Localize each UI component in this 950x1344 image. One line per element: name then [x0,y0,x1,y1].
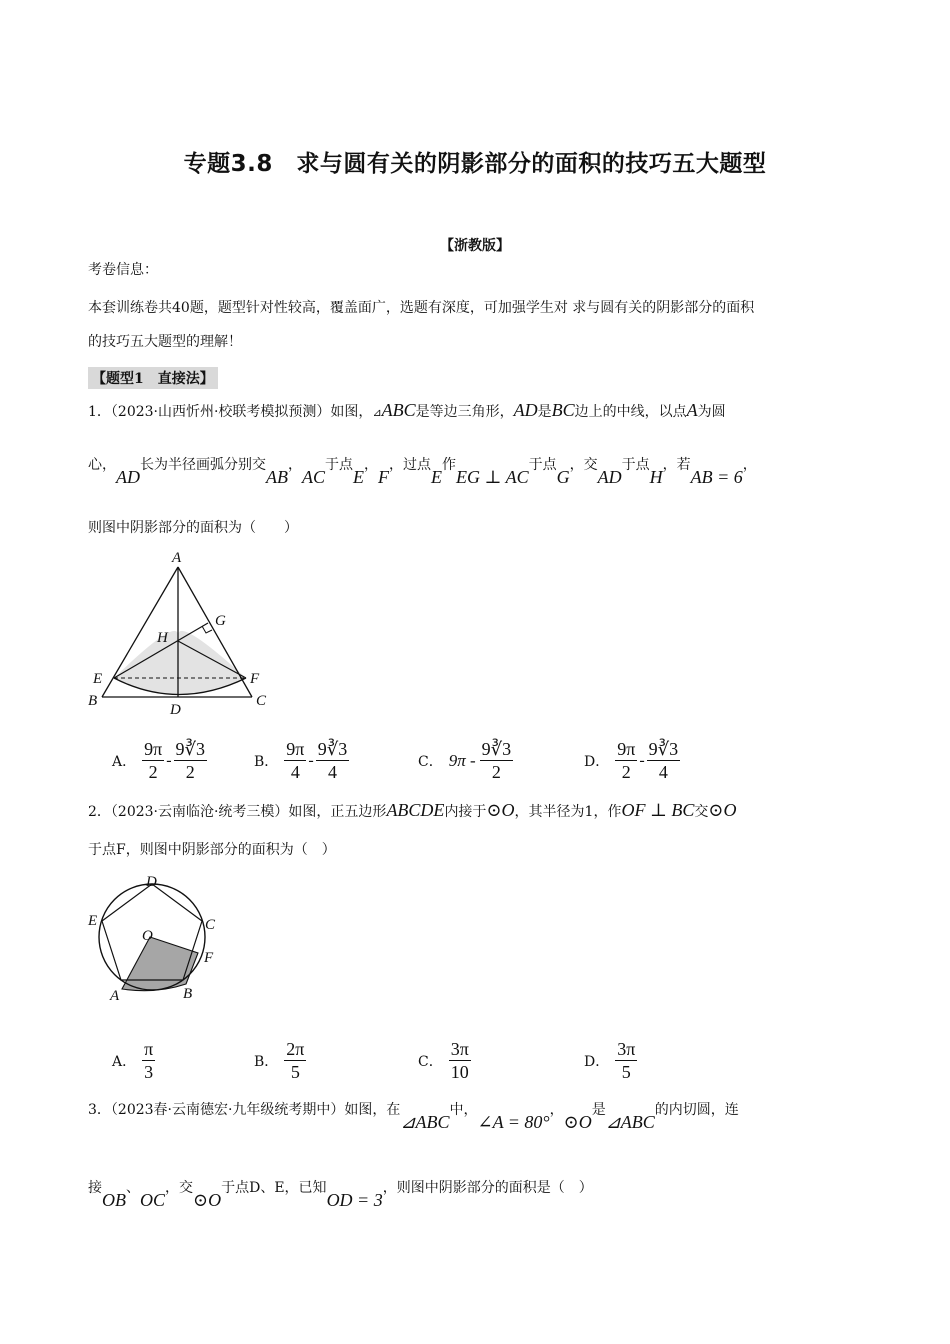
q2-label-d: D [146,874,157,890]
edition-label: 【浙教版】 [440,238,510,254]
intro-line-2: 的技巧五大题型的理解！ [88,334,242,350]
q1-option-d[interactable]: D． $\frac{9\pi}{2}$ - $\frac{9∛3}{4}$ [584,739,679,782]
q3-line-1: 3．（2023春·云南德宏·九年级统考期中）如图，在⊿ABC中，∠A = 80°，⊙O是⊿ABC的内切圆，连 [88,1102,739,1132]
q1-label-g: G [215,613,226,629]
q2-label-e: E [88,913,98,929]
q2-label-a: A [110,988,120,1004]
q2-line-2: 于点F，则图中阴影部分的面积为（ ） [88,842,336,858]
q1-figure [80,545,280,720]
q1-line-1: 1．（2023·山西忻州·校联考模拟预测）如图，⊿ABC是等边三角形，AD是BC边上的中线，以点A为圆 [88,400,726,420]
q2-label-c: C [205,917,216,933]
intro-line-1: 本套训练卷共40题，题型针对性较高，覆盖面广，选题有深度，可加强学生对 求与圆有关的阴影部分的面积 [88,300,755,316]
q1-option-a[interactable]: A． $\frac{9\pi}{2}$ - $\frac{9∛3}{2}$ [112,739,206,782]
q3-line-2: 接OB、OC，交⊙O于点D、E，已知OD = 3，则图中阴影部分的面积是（ ） [88,1180,593,1210]
section-heading-1: 【题型1 直接法】 [88,367,218,389]
q1-label-h: H [157,630,168,646]
page-title: 专题3.8 求与圆有关的阴影部分的面积的技巧五大题型 [183,151,767,177]
q2-line-1: 2．（2023·云南临沧·统考三模）如图，正五边形ABCDE内接于⊙O，其半径为1，作OF ⊥ BC交⊙O [88,800,737,820]
q1-label-b: B [88,693,98,709]
info-label: 考卷信息： [88,262,158,278]
q2-option-d[interactable]: D． $\frac{3\pi}{5}$ [584,1039,636,1082]
q1-option-b[interactable]: B． $\frac{9\pi}{4}$ - $\frac{9∛3}{4}$ [254,739,348,782]
q2-figure [80,865,230,1010]
q1-option-c[interactable]: C． 9π - $\frac{9∛3}{2}$ [418,739,512,782]
q1-label-f: F [250,671,260,687]
q2-label-f: F [204,950,214,966]
q1-right-angle-mark [202,626,212,633]
q2-label-o: O [142,928,153,944]
q1-label-a: A [172,550,182,566]
q2-option-a[interactable]: A． $\frac{\pi}{3}$ [112,1039,154,1082]
q1-label-e: E [93,671,103,687]
q2-option-c[interactable]: C． $\frac{3\pi}{10}$ [418,1039,469,1082]
q1-line-3: 则图中阴影部分的面积为（ ） [88,520,298,536]
q1-label-d: D [170,702,181,718]
q2-option-b[interactable]: B． $\frac{2\pi}{5}$ [254,1039,305,1082]
q1-shaded-region [114,631,246,694]
q2-shaded-region [122,937,198,991]
q1-label-c: C [256,693,267,709]
q2-label-b: B [183,986,193,1002]
q1-line-2: 心，AD长为半径画弧分别交AB，AC于点E，F，过点E作EG ⊥ AC于点G，交AD于点H，若AB = 6， [88,457,757,487]
